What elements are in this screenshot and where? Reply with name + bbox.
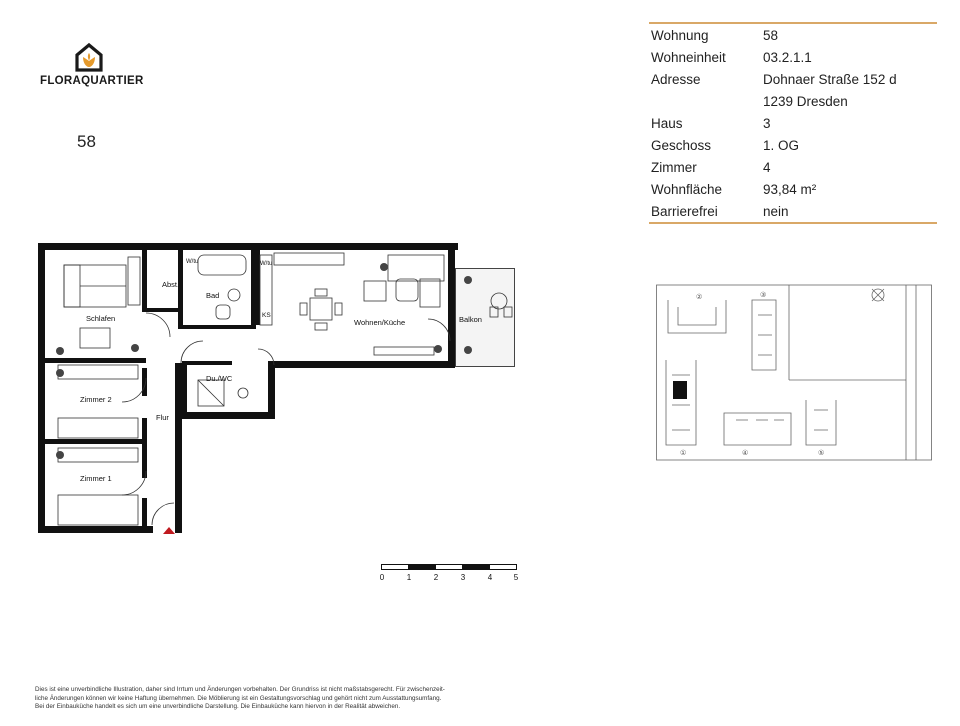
info-row-zimmer	[649, 156, 937, 178]
room-label-duwc: Du./WC	[206, 374, 233, 383]
scale-segment	[435, 564, 463, 570]
scale-tick: 2	[433, 573, 439, 582]
site-plan-drawing	[656, 275, 932, 463]
info-row-haus	[649, 112, 937, 134]
info-value: 3	[763, 115, 771, 131]
site-label-4: ④	[742, 449, 749, 457]
brand-name: FLORAQUARTIER	[40, 75, 144, 87]
info-value: 1239 Dresden	[763, 93, 848, 109]
scale-bar	[381, 564, 521, 586]
info-value: 58	[763, 27, 779, 43]
site-label-1: ①	[680, 449, 687, 457]
room-label-wtu-kitchen: W/tu	[260, 261, 273, 267]
brand-logo	[40, 42, 144, 94]
info-row-wohneinheit	[649, 46, 937, 68]
furniture-layout	[38, 243, 520, 538]
info-row-wohnung	[649, 24, 937, 46]
room-label-ks: KS	[262, 312, 271, 319]
info-row-geschoss	[649, 134, 937, 156]
site-label-5: ⑤	[818, 449, 825, 457]
info-label: Wohnung	[651, 27, 709, 43]
info-row-wohnflaeche	[649, 178, 937, 200]
room-label-wohnen-kueche: Wohnen/Küche	[354, 318, 406, 327]
info-value: nein	[763, 203, 789, 219]
disclaimer-line: liche Änderungen können wir keine Haftung übernehmen. Die Möblierung ist ein Gestaltungsvorschlag und gehört nicht zum Ausstattungsumfang.	[35, 694, 442, 702]
scale-segment	[381, 564, 409, 570]
info-value: 1. OG	[763, 137, 800, 153]
info-row-barrierefrei	[649, 200, 937, 222]
room-label-zimmer2: Zimmer 2	[80, 395, 112, 404]
info-label: Geschoss	[651, 137, 712, 153]
info-label: Wohneinheit	[651, 49, 726, 65]
info-label: Haus	[651, 115, 683, 131]
site-label-2: ②	[696, 293, 703, 301]
info-label: Adresse	[651, 71, 701, 87]
house-flower-logo-icon	[74, 42, 104, 72]
room-label-abst: Abst.	[162, 280, 180, 289]
room-label-balkon: Balkon	[459, 315, 482, 324]
scale-tick: 5	[513, 573, 519, 582]
scale-segment	[489, 564, 517, 570]
scale-segment	[462, 564, 490, 570]
disclaimer-line: Bei der Einbauküche handelt es sich um eine unverbindliche Darstellung. Die Einbauküche kann hiervon in der Realität abweichen.	[35, 703, 401, 711]
room-label-flur: Flur	[156, 413, 169, 422]
scale-tick: 1	[406, 573, 412, 582]
highlighted-unit	[673, 381, 687, 399]
room-label-zimmer1: Zimmer 1	[80, 474, 112, 483]
scale-segment	[408, 564, 436, 570]
info-value: 93,84 m²	[763, 181, 817, 197]
info-label: Wohnfläche	[651, 181, 723, 197]
room-label-schlafen: Schlafen	[86, 314, 116, 323]
info-value: Dohnaer Straße 152 d	[763, 71, 897, 87]
info-row-adresse-2	[649, 90, 937, 112]
site-plan	[656, 275, 932, 463]
disclaimer-line: Dies ist eine unverbindliche Illustration, daher sind Irrtum und Änderungen vorbehalten. Der Grundriss ist nicht maßstabsgerecht. Für zwischenzeit-	[35, 686, 445, 693]
unit-number: 58	[77, 132, 96, 151]
floor-plan	[38, 243, 520, 538]
site-label-3: ③	[760, 291, 767, 299]
unit-info-table	[649, 22, 937, 224]
disclaimer	[35, 686, 505, 712]
info-value: 03.2.1.1	[763, 49, 812, 65]
info-label: Zimmer	[651, 159, 697, 175]
room-label-bad: Bad	[206, 291, 220, 300]
scale-tick: 3	[460, 573, 466, 582]
info-value: 4	[763, 159, 771, 175]
room-label-wtu: W/tu	[186, 259, 199, 265]
info-label: Barrierefrei	[651, 203, 718, 219]
scale-tick: 0	[379, 573, 385, 582]
scale-tick: 4	[487, 573, 493, 582]
info-row-adresse	[649, 68, 937, 90]
